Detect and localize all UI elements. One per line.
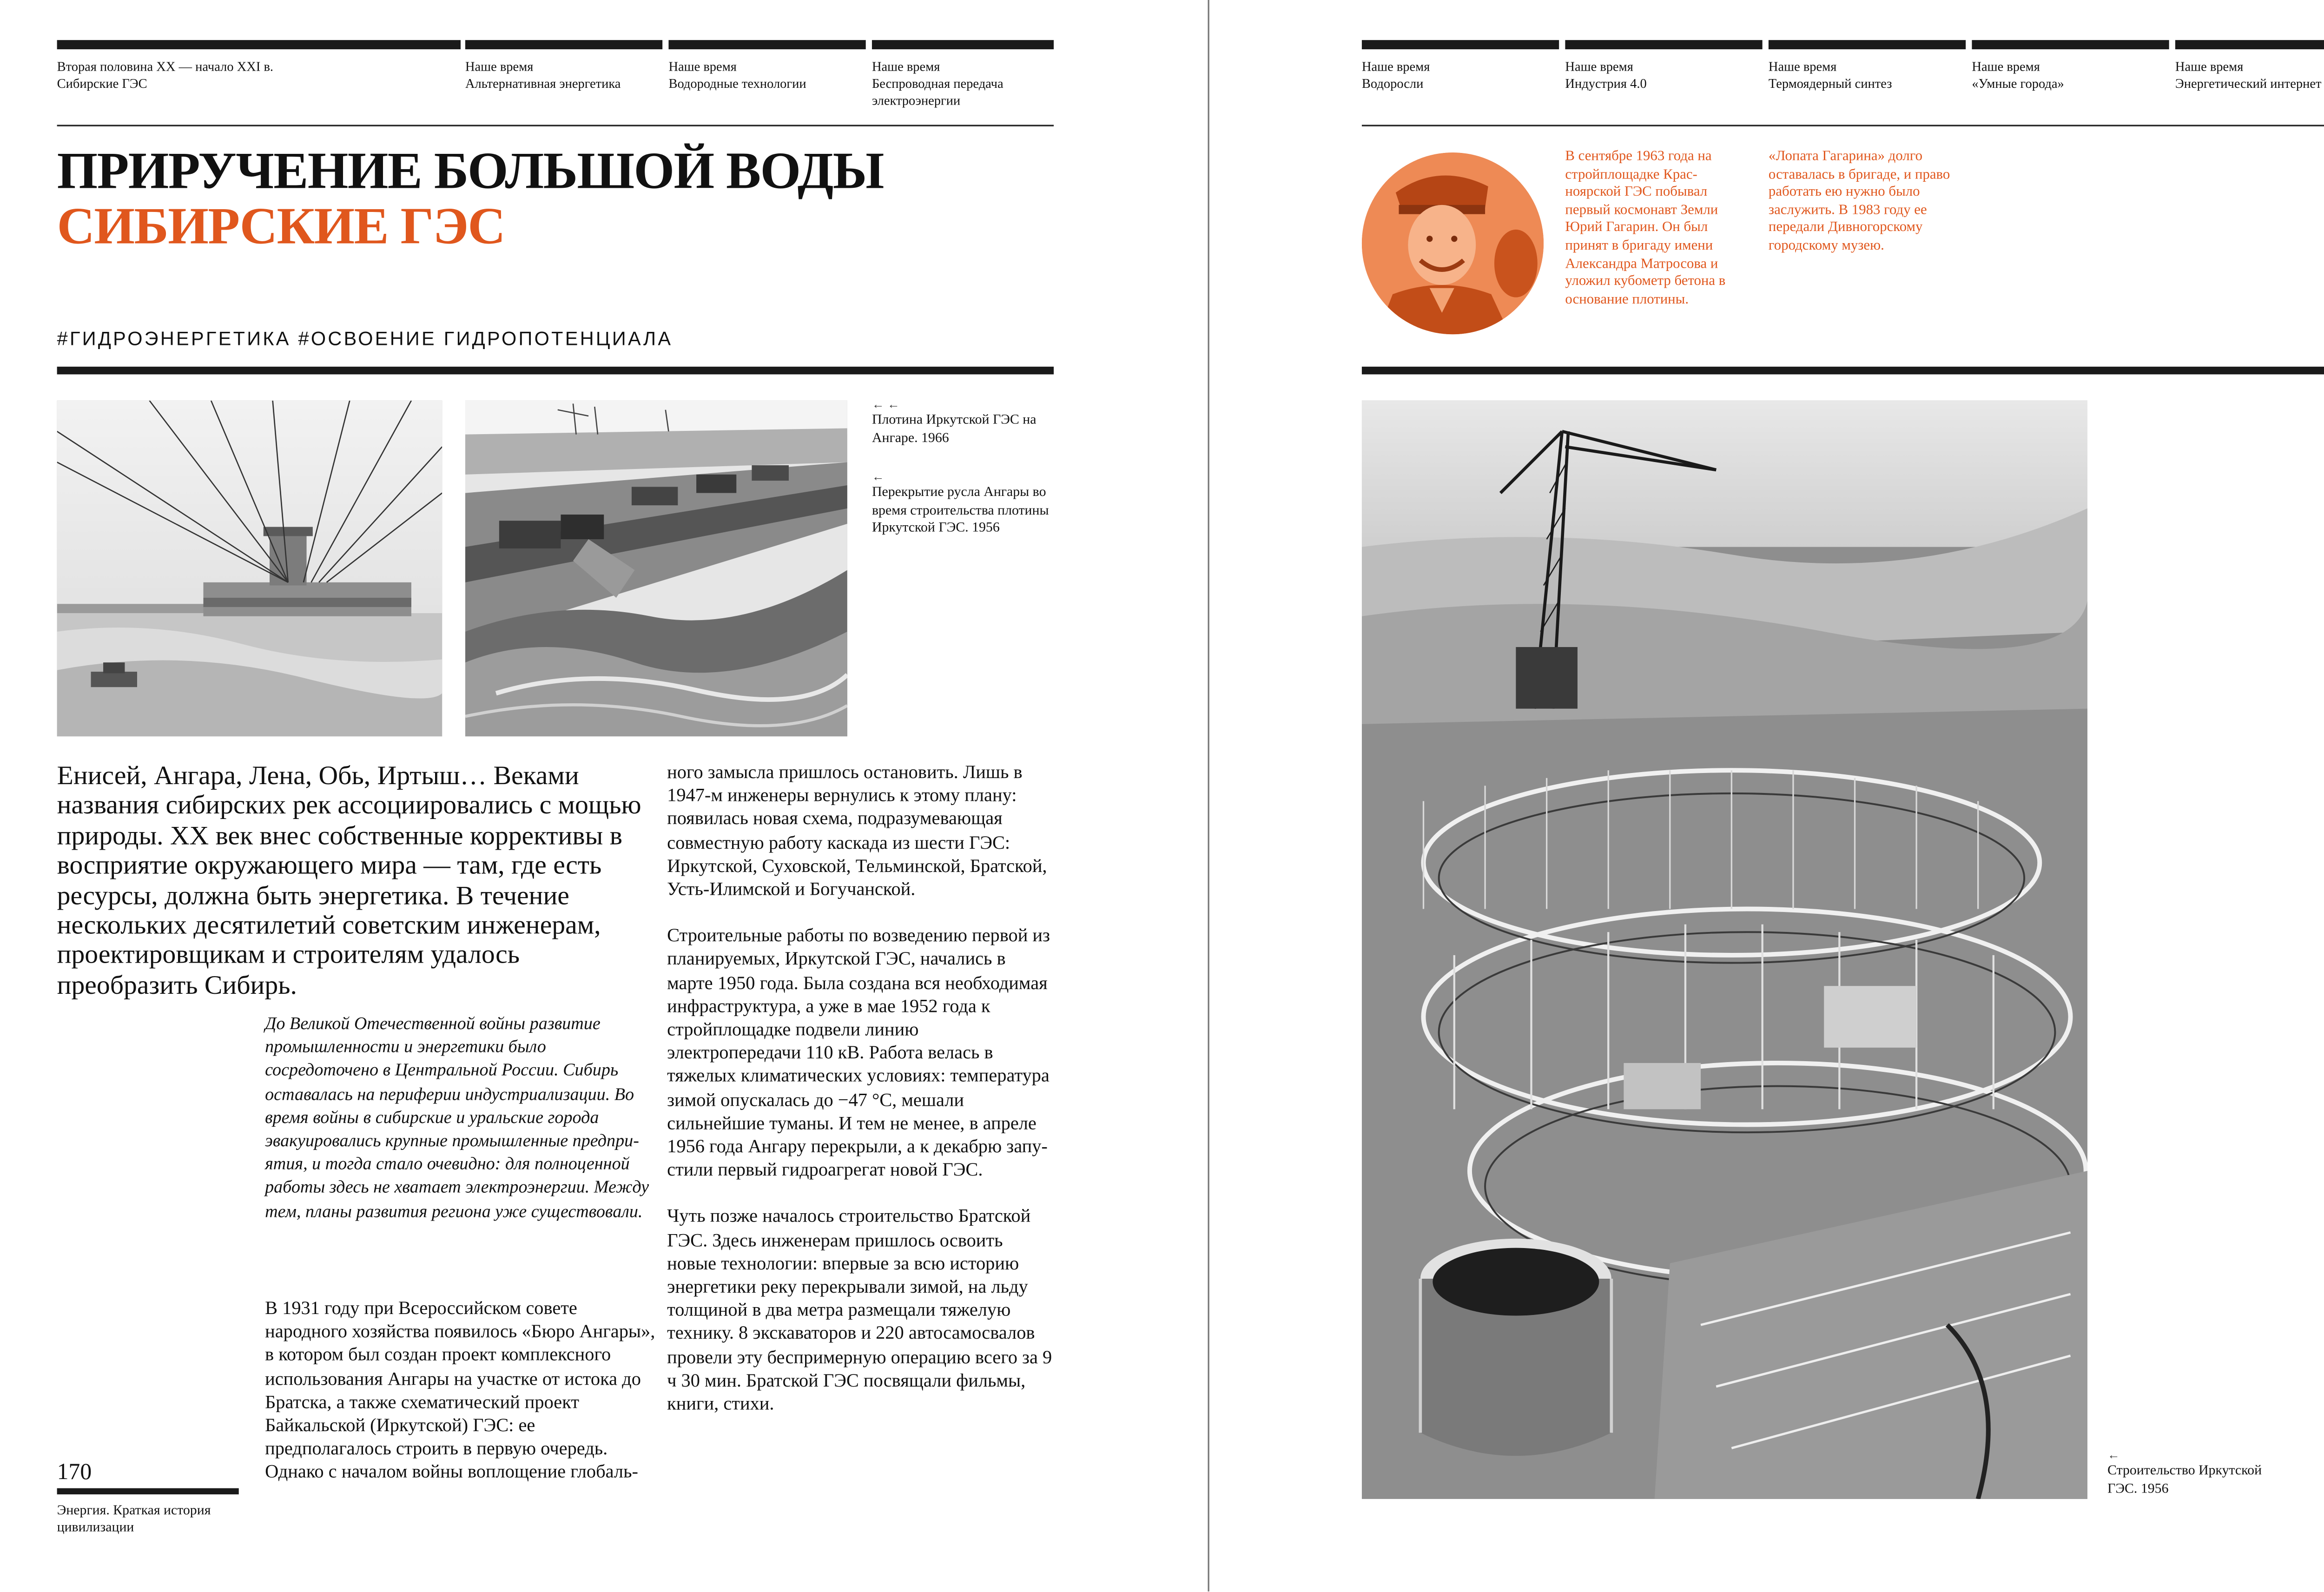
river-photo-drawing	[465, 401, 847, 737]
nav-section: Наше время	[2175, 58, 2244, 74]
book-title: Энергия. Краткая история цивилизации	[57, 1502, 211, 1535]
page-number: 170	[57, 1460, 92, 1486]
nav-topic: Альтернативная энергетика	[465, 75, 621, 91]
caption-arrows: ← ←	[872, 397, 900, 411]
caption-photo1	[872, 397, 1054, 447]
caption-text: Строительство Иркутской ГЭС. 1956	[2107, 1462, 2262, 1495]
lead-paragraph: Енисей, Ангара, Лена, Обь, Иртыш… Веками названия сибирских рек ассоциировались с мощью природы. XX век внес собственные коррективы в восприятие окружающего мира — там, где есть ресурсы, должна быть энергетика. В течение нескольких десятилетий советским инженерам, проектировщикам и строителям удалось преобразить Сибирь.	[57, 759, 641, 1000]
photo-irkutsk-dam	[57, 401, 442, 737]
nav-bar-7	[1769, 40, 1966, 49]
caption-arrow: ←	[2107, 1448, 2120, 1462]
nav-bar-1	[57, 40, 461, 49]
nav-section: Наше время	[465, 58, 534, 74]
portrait-drawing	[1362, 152, 1544, 334]
footer-rule	[57, 1488, 239, 1494]
nav-divider	[1362, 125, 2324, 126]
body-column-2	[667, 761, 1054, 1416]
nav-bar-6	[1565, 40, 1762, 49]
nav-bar-8	[1972, 40, 2169, 49]
construction-photo-drawing	[1362, 401, 2087, 1499]
nav-section: Наше время	[1768, 58, 1837, 74]
nav-cell-algae[interactable]	[1362, 59, 1554, 92]
nav-topic: Водоросли	[1361, 75, 1424, 91]
gagarin-note-1: В сентябре 1963 года на стройплощадке Красноярской ГЭС побывал первый космонавт Земли Юрий Гагарин. Он был принят в бригаду имени Александра Матросова и уложил кубометр бетона в основание плотины.	[1565, 149, 1726, 308]
nav-cell-industry[interactable]	[1565, 59, 1757, 92]
body-paragraph: Чуть позже началось строительство Братской ГЭС. Здесь инженерам пришлось освоить новые технологии: впервые за всю историю энергетики реку перекрывали зимой, на льду толщиной в два метра размещали тяжелую технику. 8 экскаваторов и 220 автосамосвалов провели эту беспримерную операцию всего за 9 ч 30 мин. Братской ГЭС посвящали фильмы, книги, стихи.	[667, 1205, 1052, 1414]
nav-cell-wireless[interactable]	[872, 59, 1054, 109]
body-paragraph: ного замысла пришлось остановить. Лишь в 1947-м инженеры вернулись к этому плану: появилась новая схема, подразумевающая совместную работу каскада из шести ГЭС: Иркутской, Суховской, Тельминской, Братской, Усть-Илимской и Богучанской.	[667, 761, 1047, 900]
body-paragraph: Строительные работы по возведению первой из планируемых, Иркутской ГЭС, начались в марте 1950 года. Была создана вся необходимая инфраструктура, а уже в мае 1952 года к стройплощадке подвели линию электропередачи 110 кВ. Работа велась в тяжелых климатических условиях: температура зимой опускалась до −47 °C, мешали сильнейшие туманы. И тем не менее, в апреле 1956 года Ангару перекрыли, а к декабрю запустили первый гидроагрегат новой ГЭС.	[667, 925, 1050, 1181]
nav-section: Наше время	[1565, 58, 1633, 74]
section-rule	[57, 367, 1054, 375]
photo-angara-blocking	[465, 401, 847, 737]
nav-bar-9	[2175, 40, 2324, 49]
nav-divider	[57, 125, 1054, 126]
nav-topic: Беспроводная передача электроэнергии	[872, 75, 1004, 108]
caption-arrow: ←	[872, 469, 885, 484]
nav-section: Наше время	[1972, 58, 2040, 74]
page-title: ПРИРУЧЕНИЕ БОЛЬШОЙ ВОДЫ	[57, 143, 884, 200]
nav-topic: Термоядерный синтез	[1768, 75, 1892, 91]
nav-topic: Индустрия 4.0	[1565, 75, 1647, 91]
caption-text: Перекрытие русла Ангары во время строительства плотины Иркутской ГЭС. 1956	[872, 483, 1049, 535]
nav-bar-2	[465, 40, 662, 49]
hashtags[interactable]: #ГИДРОЭНЕРГЕТИКА #ОСВОЕНИЕ ГИДРОПОТЕНЦИАЛА	[57, 328, 673, 350]
nav-cell-fusion[interactable]	[1769, 59, 1961, 92]
caption-text: Плотина Иркутской ГЭС на Ангаре. 1966	[872, 411, 1037, 445]
nav-bar-4	[872, 40, 1054, 49]
section-rule-right	[1362, 367, 2324, 375]
page-subtitle: СИБИРСКИЕ ГЭС	[57, 198, 505, 256]
nav-section: Наше время	[1361, 58, 1430, 74]
photo-construction	[1362, 401, 2087, 1499]
nav-cell-energy-internet[interactable]	[2175, 59, 2324, 92]
gagarin-portrait	[1362, 152, 1544, 334]
nav-bar-3	[668, 40, 865, 49]
nav-section: Вторая половина XX — начало XXI в.	[57, 58, 274, 74]
body-column-1: В 1931 году при Всероссийском совете народного хозяйства появилось «Бюро Ангары», в котором был создан проект комплексного использования Ангары на участке от истока до Братска, а также схематический проект Байкальской (Иркутской) ГЭС: ее предполагалось строить в первую очередь. Однако с началом войны воплощение глобаль-	[265, 1297, 655, 1483]
nav-cell-smart-cities[interactable]	[1972, 59, 2164, 92]
nav-cell-alt-energy[interactable]	[465, 59, 658, 92]
nav-cell-current[interactable]	[57, 59, 455, 92]
nav-bar-5	[1362, 40, 1559, 49]
book-spine	[1208, 0, 1209, 1592]
nav-topic: Водородные технологии	[668, 75, 806, 91]
nav-topic: «Умные города»	[1972, 75, 2064, 91]
gagarin-note-2: «Лопата Гагарина» долго оставалась в бригаде, и право работать ею нужно было заслужить. В 1983 году ее передали Дивногорскому городскому музею.	[1768, 149, 1950, 254]
nav-section: Наше время	[872, 58, 940, 74]
nav-topic: Сибирские ГЭС	[57, 75, 147, 91]
caption-photo2	[872, 470, 1057, 537]
italic-paragraph: До Великой Отечественной войны развитие промышленности и энергетики было сосредоточено в Центральной России. Сибирь оставалась на периферии индустриализации. Во время войны в сибирские и уральские города эвакуировались крупные промышленные предприятия, и тогда стало очевидно: для полноценной работы здесь не хватает электроэнергии. Между тем, планы развития региона уже существовали.	[265, 1015, 649, 1222]
nav-cell-hydrogen[interactable]	[668, 59, 861, 92]
dam-photo-drawing	[57, 401, 442, 737]
caption-photo3	[2107, 1448, 2292, 1498]
nav-topic: Энергетический интернет	[2175, 75, 2322, 91]
nav-section: Наше время	[668, 58, 737, 74]
